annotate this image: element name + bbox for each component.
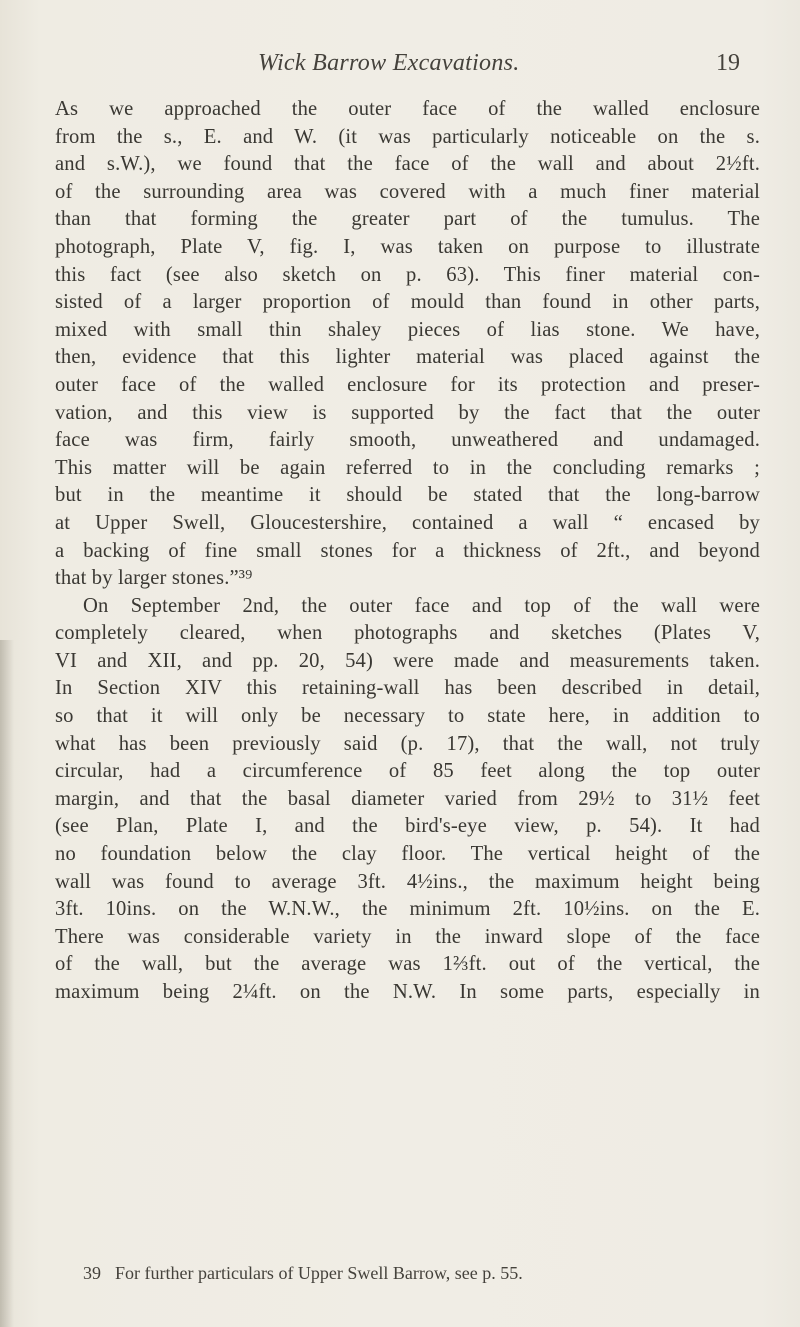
text-line: wall was found to average 3ft. 4½ins., the maximum height being	[55, 870, 760, 893]
running-head	[0, 50, 800, 84]
footnote	[83, 1260, 743, 1286]
text-line: This matter will be again referred to in the concluding remarks ;	[55, 456, 760, 479]
text-line: As we approached the outer face of the walled enclosure	[55, 98, 760, 120]
text-line: of the surrounding area was covered with a much finer material	[55, 180, 760, 203]
text-line: On September 2nd, the outer face and top of the wall were	[83, 594, 760, 617]
text-line: than that forming the greater part of the tumulus. The	[55, 208, 760, 231]
text-line: maximum being 2¼ft. on the N.W. In some parts, especially in	[55, 981, 760, 1003]
page-number: 19	[716, 50, 740, 76]
text-line: circular, had a circumference of 85 feet along the top outer	[55, 760, 760, 783]
footnote-number: 39	[83, 1263, 101, 1283]
text-line: completely cleared, when photographs and sketches (Plates V,	[55, 622, 760, 645]
body-text	[55, 96, 760, 1007]
text-line: that by larger stones.”³⁹	[55, 567, 253, 590]
footnote-text: For further particulars of Upper Swell Barrow, see p. 55.	[115, 1263, 523, 1283]
text-line: outer face of the walled enclosure for its protection and preser-	[55, 373, 760, 396]
binding-shadow	[0, 640, 14, 1327]
running-title: Wick Barrow Excavations.	[258, 50, 520, 76]
text-line: margin, and that the basal diameter varied from 29½ to 31½ feet	[55, 787, 760, 810]
text-line: vation, and this view is supported by the fact that the outer	[55, 401, 760, 424]
text-line: at Upper Swell, Gloucestershire, contained a wall “ encased by	[55, 511, 760, 534]
text-line: (see Plan, Plate I, and the bird's-eye view, p. 54). It had	[55, 815, 760, 838]
text-line: then, evidence that this lighter material was placed against the	[55, 346, 760, 369]
text-line: this fact (see also sketch on p. 63). This finer material con-	[55, 263, 760, 286]
text-line: from the s., E. and W. (it was particularly noticeable on the s.	[55, 125, 760, 148]
text-line: In Section XIV this retaining-wall has been described in detail,	[55, 677, 760, 700]
text-line: face was firm, fairly smooth, unweathered and undamaged.	[55, 429, 760, 452]
text-line: no foundation below the clay floor. The vertical height of the	[55, 843, 760, 866]
text-line: There was considerable variety in the inward slope of the face	[55, 925, 760, 948]
text-line: 3ft. 10ins. on the W.N.W., the minimum 2ft. 10½ins. on the E.	[55, 898, 760, 921]
text-line: photograph, Plate V, fig. I, was taken on purpose to illustrate	[55, 235, 760, 258]
text-line: a backing of fine small stones for a thickness of 2ft., and beyond	[55, 539, 760, 562]
text-line: of the wall, but the average was 1⅔ft. out of the vertical, the	[55, 953, 760, 976]
text-line: but in the meantime it should be stated that the long-barrow	[55, 484, 760, 507]
text-line: sisted of a larger proportion of mould than found in other parts,	[55, 291, 760, 314]
text-line: VI and XII, and pp. 20, 54) were made and measurements taken.	[55, 649, 760, 672]
text-line: and s.W.), we found that the face of the wall and about 2½ft.	[55, 153, 760, 176]
text-line: what has been previously said (p. 17), that the wall, not truly	[55, 732, 760, 755]
text-line: mixed with small thin shaley pieces of lias stone. We have,	[55, 318, 760, 341]
text-line: so that it will only be necessary to state here, in addition to	[55, 705, 760, 728]
